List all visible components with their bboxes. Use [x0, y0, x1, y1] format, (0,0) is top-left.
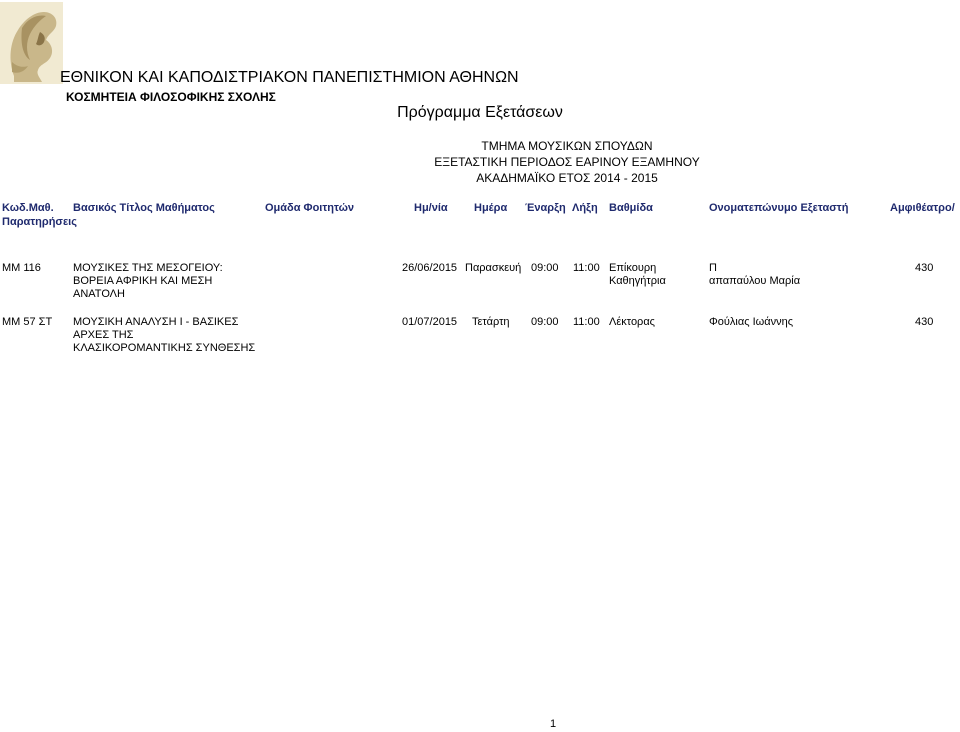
university-name: ΕΘΝΙΚΟΝ ΚΑΙ ΚΑΠΟΔΙΣΤΡΙΑΚΟΝ ΠΑΝΕΠΙΣΤΗΜΙΟΝ ΑΘΗΝΩΝ: [60, 69, 519, 86]
row-rank: Λέκτορας: [609, 316, 655, 328]
col-header-room: Αμφιθέατρο/: [890, 202, 955, 214]
row-title: ΜΟΥΣΙΚΕΣ ΤΗΣ ΜΕΣΟΓΕΙΟΥ: ΒΟΡΕΙΑ ΑΦΡΙΚΗ ΚΑΙ ΜΕΣΗ ΑΝΑΤΟΛΗ: [73, 262, 223, 300]
row-examiner: Φούλιας Ιωάννης: [709, 316, 793, 328]
exam-period: ΕΞΕΤΑΣΤΙΚΗ ΠΕΡΙΟΔΟΣ ΕΑΡΙΝΟΥ ΕΞΑΜΗΝΟΥ: [434, 155, 700, 169]
col-header-day: Ημέρα: [474, 202, 508, 214]
row-day: Παρασκευή: [465, 262, 522, 274]
page-title: Πρόγραμμα Εξετάσεων: [397, 104, 563, 121]
academic-year: ΑΚΑΔΗΜΑΪΚΟ ΕΤΟΣ 2014 - 2015: [476, 171, 658, 185]
university-logo-icon: [0, 2, 63, 84]
row-code: ΜΜ 57 ΣΤ: [2, 316, 53, 328]
row-end: 11:00: [573, 262, 600, 274]
department-name: ΤΜΗΜΑ ΜΟΥΣΙΚΩΝ ΣΠΟΥΔΩΝ: [481, 139, 653, 153]
col-header-start: Έναρξη: [525, 202, 566, 214]
row-examiner: Π απαπαύλου Μαρία: [709, 262, 801, 287]
row-code: ΜΜ 116: [2, 262, 41, 274]
col-header-date: Ημ/νία: [414, 202, 448, 214]
col-header-rank: Βαθμίδα: [609, 202, 653, 214]
col-header-code: Κωδ.Μαθ.: [2, 202, 54, 214]
col-header-title: Βασικός Τίτλος Μαθήματος: [73, 202, 215, 214]
row-room: 430: [915, 316, 934, 328]
page-number: 1: [550, 718, 557, 730]
row-date: 26/06/2015: [402, 262, 458, 274]
col-header-group: Ομάδα Φοιτητών: [265, 202, 354, 214]
row-room: 430: [915, 262, 934, 274]
row-end: 11:00: [573, 316, 600, 328]
col-header-end: Λήξη: [572, 202, 598, 214]
school-name: ΚΟΣΜΗΤΕΙΑ ΦΙΛΟΣΟΦΙΚΗΣ ΣΧΟΛΗΣ: [66, 90, 276, 104]
row-start: 09:00: [531, 262, 559, 274]
row-date: 01/07/2015: [402, 316, 458, 328]
col-header-examiner: Ονοματεπώνυμο Εξεταστή: [709, 202, 849, 214]
row-day: Τετάρτη: [472, 316, 510, 328]
col-header-notes: Παρατηρήσεις: [2, 216, 77, 228]
row-rank: Επίκουρη Καθηγήτρια: [609, 262, 666, 287]
row-start: 09:00: [531, 316, 559, 328]
row-title: ΜΟΥΣΙΚΗ ΑΝΑΛΥΣΗ Ι - ΒΑΣΙΚΕΣ ΑΡΧΕΣ ΤΗΣ ΚΛΑΣΙΚΟΡΟΜΑΝΤΙΚΗΣ ΣΥΝΘΕΣΗΣ: [73, 316, 256, 354]
